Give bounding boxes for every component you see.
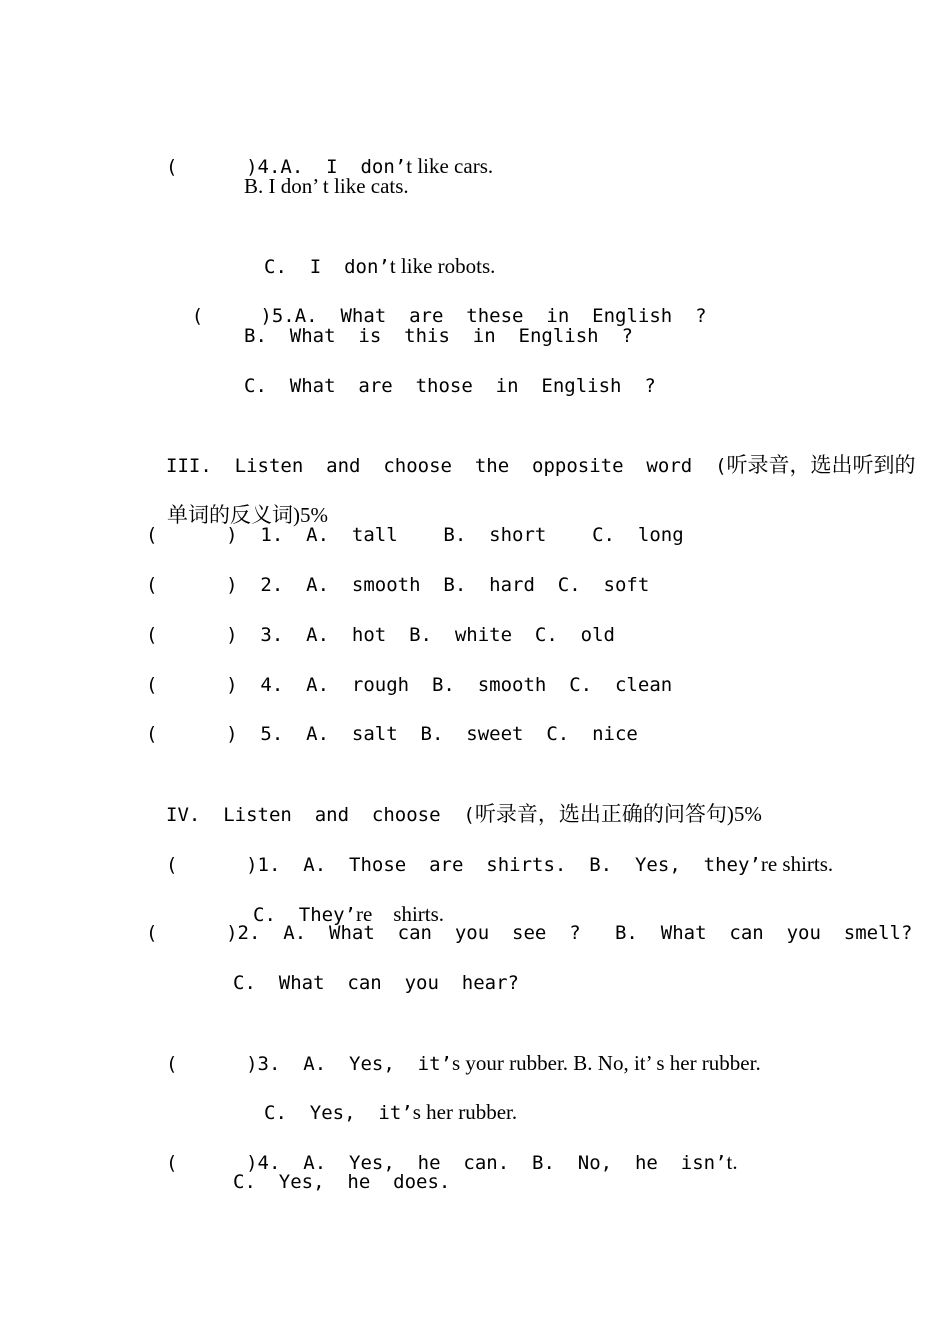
- section-4-heading-english: IV. Listen and choose (: [166, 804, 475, 826]
- option-c-serif: s her rubber.: [412, 1100, 518, 1124]
- section-4-heading-chinese: 听录音，选出正确的问答句: [474, 802, 727, 826]
- section-3-heading-line-2: [146, 470, 328, 527]
- section-3-item-2: ( ) 2. A. smooth B. hard C. soft: [146, 574, 650, 596]
- section-3-heading-chinese: 听录音，选出听到的: [726, 453, 916, 477]
- question-5-number: ( )5.: [191, 305, 295, 327]
- section-4-question-3-option-c: [244, 1067, 518, 1124]
- question-3-mono: ( )3. A. Yes, it’: [166, 1053, 452, 1075]
- section-4-question-4-option-c: C. Yes, he does.: [233, 1171, 451, 1193]
- section-3-item-5: ( ) 5. A. salt B. sweet C. nice: [146, 723, 638, 745]
- section-4-question-2: ( )2. A. What can you see ? B. What can you smell?: [146, 922, 913, 944]
- section-3-heading-score: )5%: [293, 503, 328, 527]
- question-1-serif: re shirts.: [760, 852, 834, 876]
- section-3-item-4: ( ) 4. A. rough B. smooth C. clean: [146, 674, 673, 696]
- option-c-mono: C. I don’: [264, 256, 390, 278]
- section-4-question-4: [146, 1117, 738, 1174]
- question-5-line-a: [146, 271, 707, 327]
- question-1-mono: ( )1. A. Those are shirts. B. Yes, they’: [166, 854, 761, 876]
- question-4-option-c: [244, 221, 496, 278]
- question-4-serif: t.: [726, 1150, 738, 1174]
- option-c-mono: C. They’: [253, 904, 356, 926]
- section-4-heading: [146, 769, 762, 826]
- section-3-item-1: ( ) 1. A. tall B. short C. long: [146, 524, 684, 546]
- section-4-question-1-option-c: [233, 869, 445, 926]
- option-a-serif: t like cars.: [406, 154, 494, 178]
- section-4-question-3: [146, 1018, 761, 1075]
- question-4-line-a: [146, 121, 494, 178]
- question-5-option-b: B. What is this in English ?: [244, 325, 633, 347]
- question-5-option-c: C. What are those in English ?: [244, 375, 656, 397]
- section-3-item-3: ( ) 3. A. hot B. white C. old: [146, 624, 615, 646]
- section-4-heading-score: )5%: [726, 802, 762, 826]
- question-4-option-b: B. I don’ t like cats.: [244, 174, 409, 198]
- question-4-mono: ( )4. A. Yes, he can. B. No, he isn’: [166, 1152, 727, 1174]
- option-c-serif: re shirts.: [355, 902, 445, 926]
- section-3-heading-english: III. Listen and choose the opposite word (: [166, 455, 727, 477]
- section-4-question-2-option-c: C. What can you hear?: [233, 972, 519, 994]
- question-3-serif: s your rubber. B. No, it’ s her rubber.: [451, 1051, 761, 1075]
- section-4-question-1: [146, 819, 834, 876]
- section-3-heading-chinese-2: 单词的反义词: [167, 503, 293, 527]
- option-a-text: A. What are these in English ?: [294, 305, 707, 327]
- section-3-heading-line-1: [146, 420, 916, 477]
- option-c-serif: t like robots.: [389, 254, 496, 278]
- option-c-mono: C. Yes, it’: [264, 1102, 413, 1124]
- option-a-mono: A. I don’: [280, 156, 407, 178]
- question-4-number: ( )4.: [166, 156, 281, 178]
